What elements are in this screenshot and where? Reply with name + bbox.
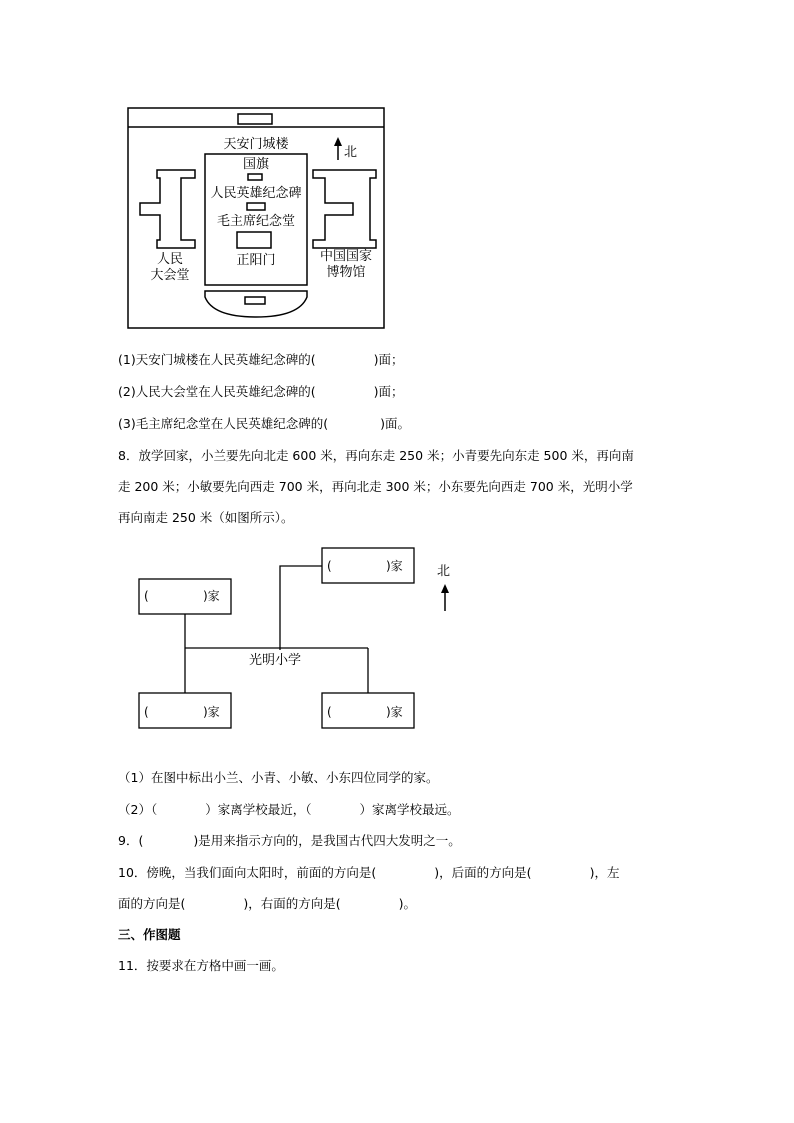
monument-label: 人民英雄纪念碑 (210, 186, 302, 201)
flag-label: 国旗 (242, 157, 270, 172)
q9: 9．( )是用来指示方向的，是我国古代四大发明之一。 (118, 833, 461, 848)
q7-item-3: (3)毛主席纪念堂在人民英雄纪念碑的( )面。 (118, 416, 410, 431)
q8-line-2: 走 200 米；小敏要先向西走 700 米，再向北走 300 米；小东要先向西走 700 米，光明小学 (118, 479, 633, 494)
mausoleum-label: 毛主席纪念堂 (216, 214, 296, 229)
north-arrow-icon-2 (441, 584, 449, 593)
home-top-right-open: ( (327, 559, 332, 573)
great-hall-label-1: 人民 (156, 252, 184, 267)
home-bottom-right-close: )家 (386, 705, 403, 719)
north-label-2: 北 (437, 564, 451, 579)
home-bottom-right-open: ( (327, 705, 332, 719)
q11: 11．按要求在方格中画一画。 (118, 958, 284, 973)
q8-line-1: 8．放学回家，小兰要先向北走 600 米，再向东走 250 米；小青要先向东走 500 米，再向南 (118, 448, 634, 463)
q10-line-1: 10．傍晚，当我们面向太阳时，前面的方向是( )，后面的方向是( )，左 (118, 865, 620, 880)
q7-item-2: (2)人民大会堂在人民英雄纪念碑的( )面； (118, 384, 404, 399)
q8-sub-1: （1）在图中标出小兰、小青、小敏、小东四位同学的家。 (118, 770, 439, 785)
zhengyangmen-label: 正阳门 (236, 253, 276, 268)
home-left-open: ( (144, 589, 149, 603)
home-bottom-left-close: )家 (203, 705, 220, 719)
museum-label-1: 中国国家 (319, 249, 373, 264)
museum-label-2: 博物馆 (326, 265, 366, 280)
section-3-heading: 三、作图题 (118, 927, 181, 942)
tiananmen-label: 天安门城楼 (223, 137, 289, 152)
q7-item-1: (1)天安门城楼在人民英雄纪念碑的( )面； (118, 352, 404, 367)
home-left-close: )家 (203, 589, 220, 603)
home-top-right-close: )家 (386, 559, 403, 573)
q8-sub-2: （2）（ ）家离学校最近，（ ）家离学校最远。 (118, 802, 460, 817)
q8-line-3: 再向南走 250 米（如图所示）。 (118, 510, 294, 525)
great-hall-label-2: 大会堂 (150, 268, 190, 283)
home-bottom-left-open: ( (144, 705, 149, 719)
school-label: 光明小学 (249, 653, 302, 668)
q10-line-2: 面的方向是( )，右面的方向是( )。 (118, 896, 417, 911)
north-label: 北 (344, 145, 358, 160)
